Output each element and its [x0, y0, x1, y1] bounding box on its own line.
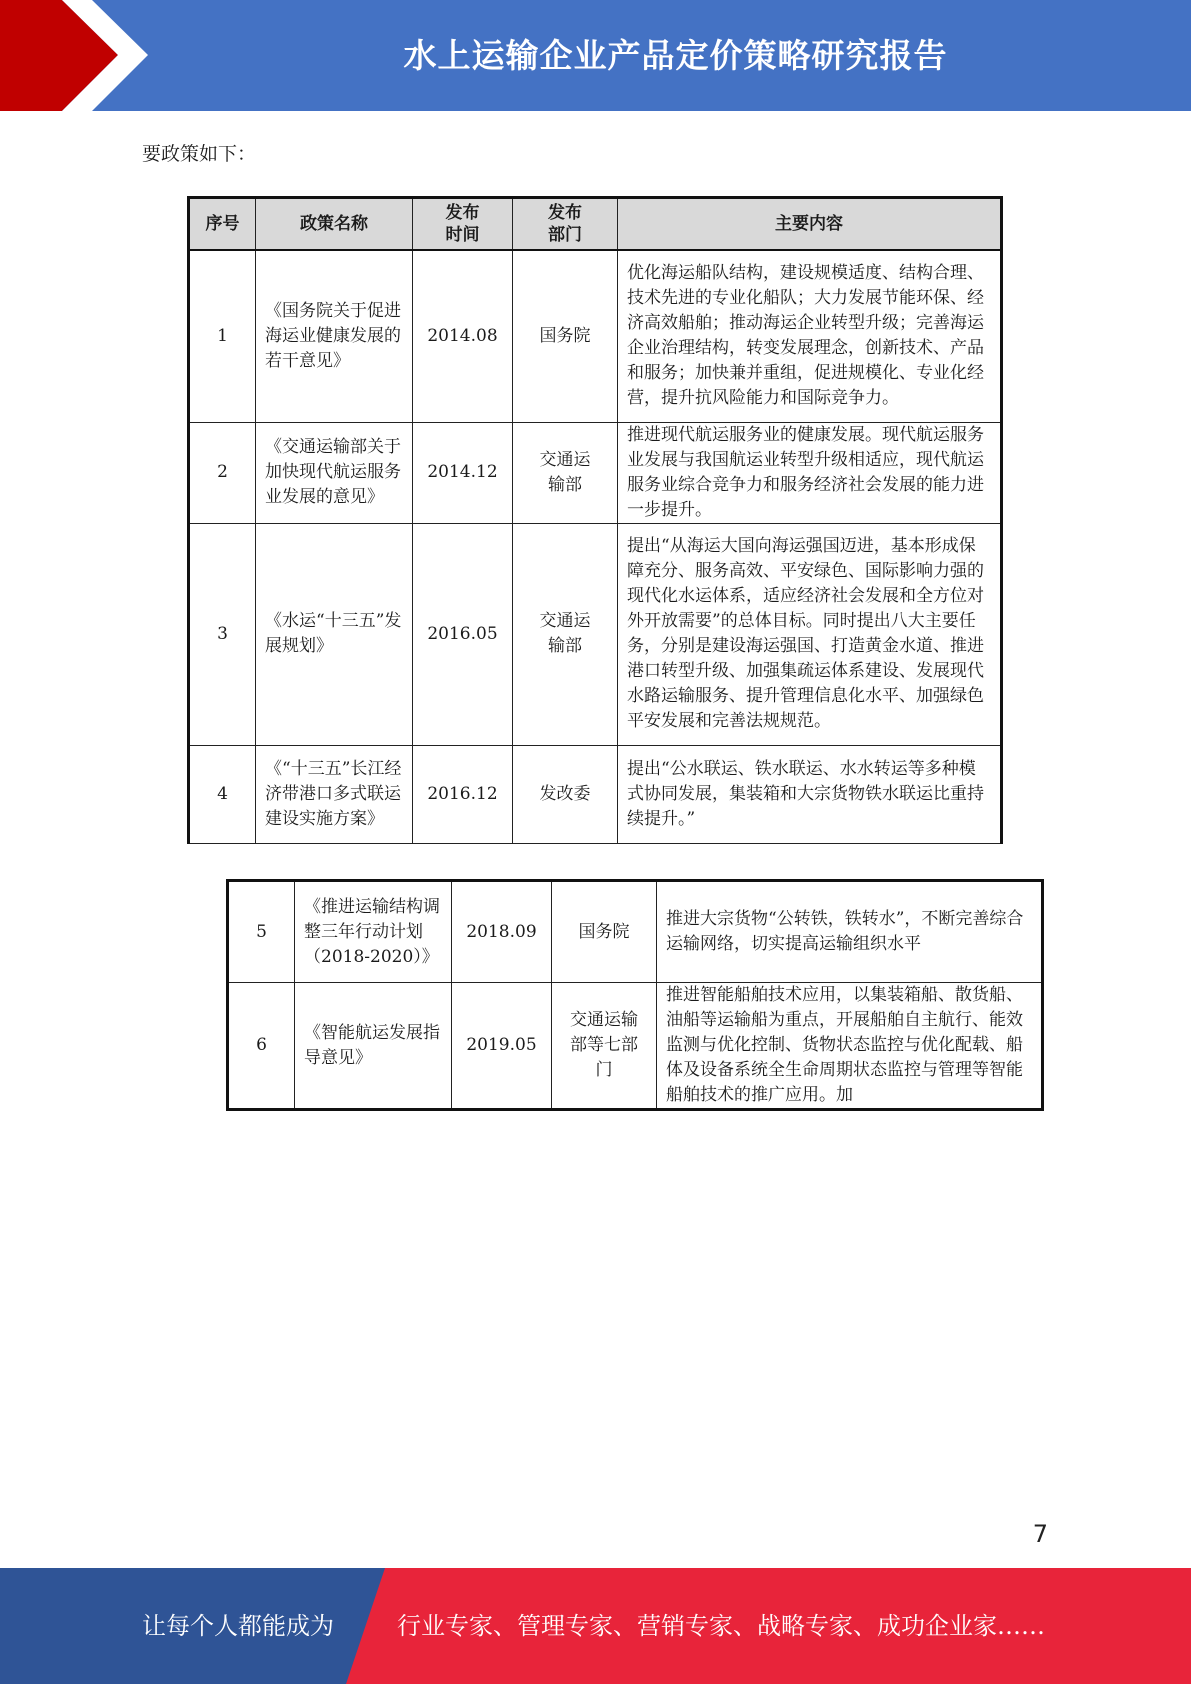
- page-number: 7: [1032, 1520, 1048, 1548]
- header-no: 序号: [189, 198, 256, 251]
- row-date: 2014.08: [413, 250, 513, 422]
- row-dept: 交通运输部: [513, 422, 618, 523]
- row-date: 2018.09: [452, 881, 552, 983]
- row-dept: 发改委: [513, 745, 618, 843]
- row-no: 2: [189, 422, 256, 523]
- row-no: 4: [189, 745, 256, 843]
- header-name: 政策名称: [256, 198, 413, 251]
- row-dept: 交通运输部等七部门: [552, 983, 657, 1110]
- row-policy-name: 《“十三五”长江经济带港口多式联运建设实施方案》: [256, 745, 413, 843]
- page-header: [0, 0, 1191, 111]
- row-no: 3: [189, 523, 256, 745]
- header-dept: 发布 部门: [513, 198, 618, 251]
- table-row: [189, 523, 1002, 745]
- row-dept: 国务院: [552, 881, 657, 983]
- row-content: 提出“公水联运、铁水联运、水水转运等多种模式协同发展，集装箱和大宗货物铁水联运比重持续提升。”: [618, 745, 1002, 843]
- row-policy-name: 《国务院关于促进海运业健康发展的若干意见》: [256, 250, 413, 422]
- header-date: 发布 时间: [413, 198, 513, 251]
- intro-text: 要政策如下：: [142, 143, 257, 165]
- row-content: 提出“从海运大国向海运强国迈进，基本形成保障充分、服务高效、平安绿色、国际影响力强的现代化水运体系，适应经济社会发展和全方位对外开放需要”的总体目标。同时提出八大主要任务，分别是建设海运强国、打造黄金水道、推进港口转型升级、加强集疏运体系建设、发展现代水路运输服务、提升管理信息化水平、加强绿色平安发展和完善法规规范。: [618, 523, 1002, 745]
- table-row: [189, 422, 1002, 523]
- row-content: 推进智能船舶技术应用，以集装箱船、散货船、油船等运输船为重点，开展船舶自主航行、能效监测与优化控制、货物状态监控与优化配载、船体及设备系统全生命周期状态监控与管理等智能船舶技术的推广应用。加: [657, 983, 1043, 1110]
- row-date: 2016.12: [413, 745, 513, 843]
- row-date: 2016.05: [413, 523, 513, 745]
- table-header-row: [189, 198, 1002, 251]
- row-dept: 交通运输部: [513, 523, 618, 745]
- footer-slogan-left: 让每个人都能成为: [142, 1612, 334, 1640]
- footer-slogan-right: 行业专家、管理专家、营销专家、战略专家、成功企业家……: [397, 1612, 1045, 1640]
- row-content: 推进现代航运服务业的健康发展。现代航运服务业发展与我国航运业转型升级相适应，现代航运服务业综合竞争力和服务经济社会发展的能力进一步提升。: [618, 422, 1002, 523]
- table-row: [228, 881, 1043, 983]
- table-row: [189, 745, 1002, 843]
- row-no: 5: [228, 881, 295, 983]
- report-title: 水上运输企业产品定价策略研究报告: [403, 36, 948, 75]
- row-dept: 国务院: [513, 250, 618, 422]
- table-row: [189, 250, 1002, 422]
- row-no: 1: [189, 250, 256, 422]
- policy-table: [187, 196, 1003, 844]
- row-policy-name: 《智能航运发展指导意见》: [295, 983, 452, 1110]
- row-date: 2014.12: [413, 422, 513, 523]
- row-policy-name: 《推进运输结构调整三年行动计划（2018-2020）》: [295, 881, 452, 983]
- row-policy-name: 《交通运输部关于加快现代航运服务业发展的意见》: [256, 422, 413, 523]
- row-content: 推进大宗货物“公转铁，铁转水”，不断完善综合运输网络，切实提高运输组织水平: [657, 881, 1043, 983]
- header-content: 主要内容: [618, 198, 1002, 251]
- row-policy-name: 《水运“十三五”发展规划》: [256, 523, 413, 745]
- page-footer: [0, 1568, 1191, 1684]
- policy-table-continued: [226, 879, 1044, 1111]
- table-row: [228, 983, 1043, 1110]
- row-content: 优化海运船队结构，建设规模适度、结构合理、技术先进的专业化船队；大力发展节能环保、经济高效船舶；推动海运企业转型升级；完善海运企业治理结构，转变发展理念，创新技术、产品和服务；加快兼并重组，促进规模化、专业化经营，提升抗风险能力和国际竞争力。: [618, 250, 1002, 422]
- row-date: 2019.05: [452, 983, 552, 1110]
- row-no: 6: [228, 983, 295, 1110]
